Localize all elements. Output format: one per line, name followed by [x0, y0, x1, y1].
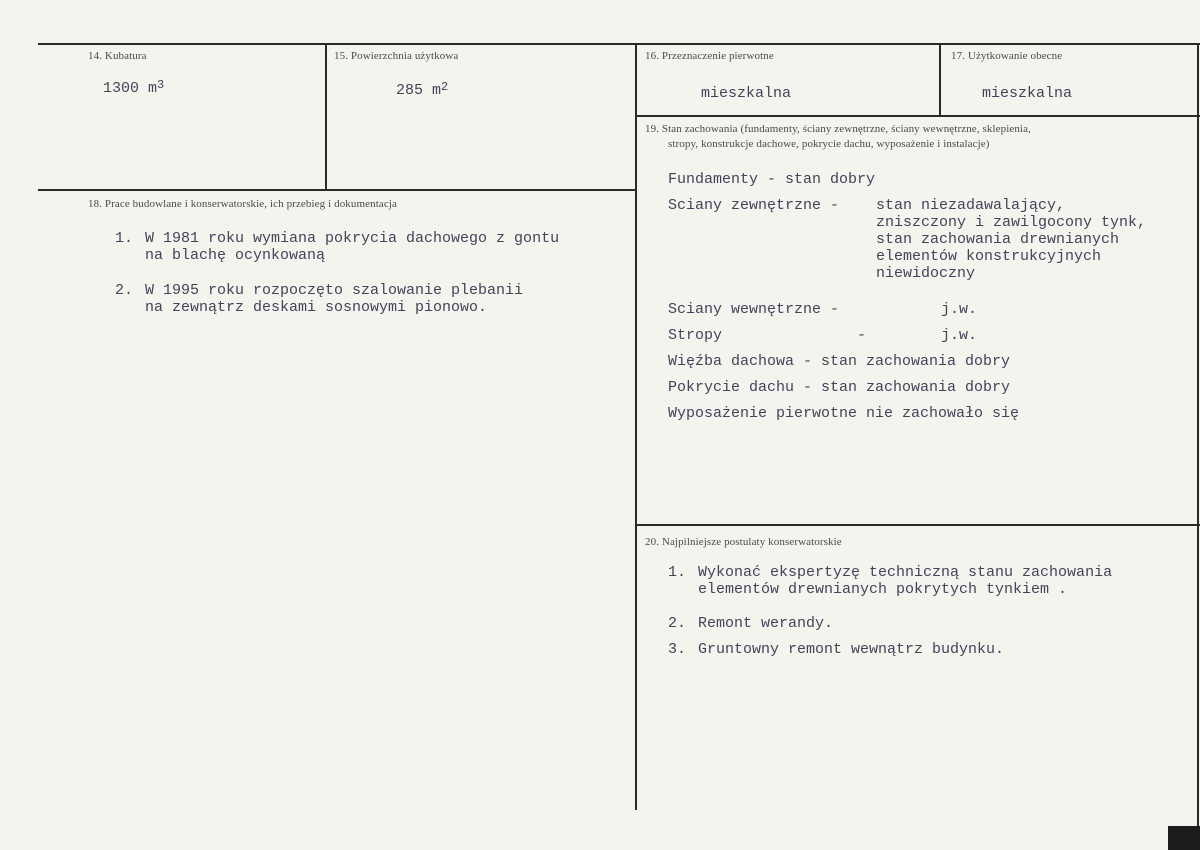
stropy-label: Stropy: [668, 327, 723, 344]
field-19-label-line-1: 19. Stan zachowania (fundamenty, ściany zewnętrzne, ściany wewnętrzne, sklepienia,: [645, 123, 1031, 135]
f18-item-2-line-1: W 1995 roku rozpoczęto szalowanie plebanii: [145, 282, 524, 299]
f20-item-1-line-1: Wykonać ekspertyzę techniczną stanu zachowania: [698, 564, 1113, 581]
f20-item-3-line-1: Gruntowny remont wewnątrz budynku.: [698, 641, 1005, 658]
f18-item-1-num: 1.: [115, 230, 134, 247]
divider-15-16: [635, 44, 637, 810]
wiezba-text: Więźba dachowa - stan zachowania dobry: [668, 353, 1011, 370]
volume-number: 1300: [103, 80, 140, 97]
sciany-wew-label: Sciany wewnętrzne -: [668, 301, 840, 318]
f18-item-2-line-2: na zewnątrz deskami sosnowymi pionowo.: [145, 299, 488, 316]
fundamenty-text: Fundamenty - stan dobry: [668, 171, 876, 188]
divider-16-17: [939, 44, 941, 115]
sciany-zew-line-3: stan zachowania drewnianych: [876, 231, 1120, 248]
f18-item-2-num: 2.: [115, 282, 134, 299]
rule-above-20: [636, 524, 1200, 526]
field-18-label: 18. Prace budowlane i konserwatorskie, ich przebieg i dokumentacja: [88, 198, 397, 210]
sciany-zew-line-2: zniszczony i zawilgocony tynk,: [876, 214, 1147, 231]
corner-mark: [1168, 826, 1200, 850]
stropy-value: j.w.: [941, 327, 978, 344]
f20-item-1-line-2: elementów drewnianych pokrytych tynkiem .: [698, 581, 1068, 598]
top-rule: [38, 43, 1200, 45]
f20-item-2-line-1: Remont werandy.: [698, 615, 834, 632]
sciany-zew-label: Sciany zewnętrzne -: [668, 197, 840, 214]
field-16-value: mieszkalna: [701, 85, 792, 102]
sciany-zew-line-5: niewidoczny: [876, 265, 976, 282]
f20-item-3-num: 3.: [668, 641, 687, 658]
field-20-label: 20. Najpilniejsze postulaty konserwatorskie: [645, 536, 842, 548]
f20-item-2-num: 2.: [668, 615, 687, 632]
pokrycie-text: Pokrycie dachu - stan zachowania dobry: [668, 379, 1011, 396]
field-14-value: [103, 80, 164, 98]
sciany-wew-value: j.w.: [941, 301, 978, 318]
field-15-value: [396, 82, 448, 100]
field-16-label: 16. Przeznaczenie pierwotne: [645, 50, 774, 62]
sciany-zew-line-4: elementów konstrukcyjnych: [876, 248, 1102, 265]
sciany-zew-line-1: stan niezadawalający,: [876, 197, 1066, 214]
field-14-label: 14. Kubatura: [88, 50, 147, 62]
area-unit: m: [432, 82, 442, 99]
f18-item-1-line-1: W 1981 roku wymiana pokrycia dachowego z gontu: [145, 230, 560, 247]
f20-item-1-num: 1.: [668, 564, 687, 581]
field-15-label: 15. Powierzchnia użytkowa: [334, 50, 459, 62]
f18-item-1-line-2: na blachę ocynkowaną: [145, 247, 326, 264]
divider-14-15: [325, 44, 327, 190]
area-exponent: 2: [441, 80, 449, 94]
field-19-label-line-2: stropy, konstrukcje dachowe, pokrycie dachu, wyposażenie i instalacje): [668, 138, 990, 150]
stropy-dash: -: [857, 327, 867, 344]
field-17-value: mieszkalna: [982, 85, 1073, 102]
rule-above-18: [38, 189, 636, 191]
volume-exponent: 3: [157, 78, 165, 92]
area-number: 285: [396, 82, 424, 99]
rule-above-19: [636, 115, 1200, 117]
field-17-label: 17. Użytkowanie obecne: [951, 50, 1063, 62]
volume-unit: m: [148, 80, 158, 97]
wyposazenie-text: Wyposażenie pierwotne nie zachowało się: [668, 405, 1020, 422]
right-edge: [1197, 44, 1199, 850]
